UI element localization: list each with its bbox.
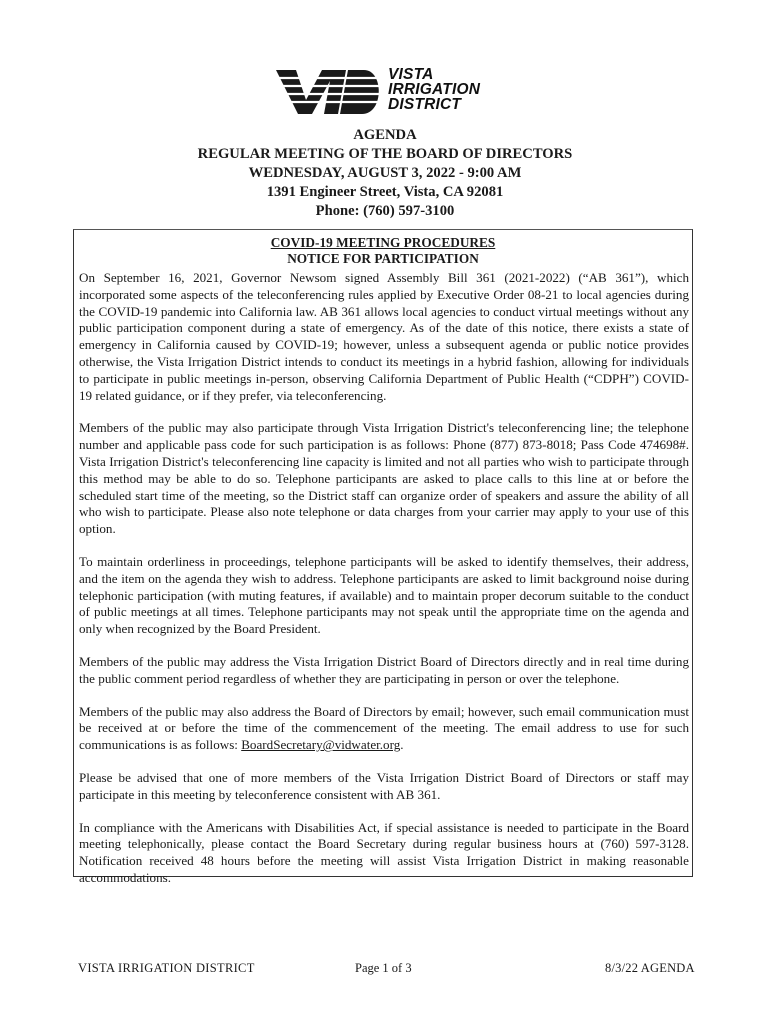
logo-line-district: DISTRICT [388, 95, 462, 113]
notice-paragraph-email [79, 704, 689, 754]
notice-title [74, 235, 692, 267]
board-secretary-email-link[interactable]: BoardSecretary@vidwater.org [241, 737, 401, 753]
notice-paragraph-ab361: On September 16, 2021, Governor Newsom signed Assembly Bill 361 (2021-2022) (“AB 361”), which incorporated some aspects of the teleconferencing rules applied by Executive Order 08-21 to local agencies during the COVID-19 pandemic into California law. AB 361 allows local agencies to conduct virtual meetings without any public participation component during a state of emergency. As of the date of this notice, there exists a state of emergency in California caused by COVID-19; however, unless a subsequent agenda or public notice provides otherwise, the Vista Irrigation District intends to conduct its meetings in a hybrid fashion, allowing for individuals to participate in public meetings in-person, observing California Department of Public Health (“CDPH”) COVID-19 related guidance, or if they prefer, via teleconferencing. [79, 270, 689, 403]
meeting-address: 1391 Engineer Street, Vista, CA 92081 [266, 184, 504, 200]
agenda-title: AGENDA [353, 127, 417, 143]
vid-logo-graphic [272, 60, 384, 118]
meeting-phone: Phone: (760) 597-3100 [315, 203, 455, 219]
notice-title-line1: COVID-19 MEETING PROCEDURES [270, 235, 496, 250]
footer-organization: VISTA IRRIGATION DISTRICT [78, 961, 255, 975]
logo-line-vista: VISTA [388, 65, 434, 83]
notice-paragraph-teleconference-directors: Please be advised that one of more members of the Vista Irrigation District Board of Directors or staff may participate in this meeting by teleconference consistent with AB 361. [79, 769, 689, 802]
covid-notice-box [73, 229, 693, 885]
agenda-header [0, 126, 770, 221]
meeting-title: REGULAR MEETING OF THE BOARD OF DIRECTORS [197, 146, 573, 162]
footer-page-number: Page 1 of 3 [355, 961, 412, 975]
meeting-datetime: WEDNESDAY, AUGUST 3, 2022 - 9:00 AM [248, 165, 522, 181]
notice-title-line2: NOTICE FOR PARTICIPATION [287, 251, 479, 266]
footer-agenda-date: 8/3/22 AGENDA [605, 961, 695, 975]
vid-logo-wordmark [388, 67, 480, 112]
vid-logo-mark [272, 60, 384, 118]
notice-paragraph-public-comment: Members of the public may address the Vista Irrigation District Board of Directors directly and in real time during the public comment period regardless of whether they are participating in person or over the telephone. [79, 653, 689, 686]
notice-body [79, 270, 689, 903]
notice-paragraph-teleconference: Members of the public may also participate through Vista Irrigation District's teleconferencing line; the telephone number and applicable pass code for such participation is as follows: Phone (877) 873-8018; Pass Code 474698#. Vista Irrigation District's teleconferencing line capacity is limited and not all parties who wish to participate through this method may be able to do so. Telephone participants are asked to place calls to this line at or before the scheduled start time of the meeting, so the District staff can organize order of speakers and assure the ability of all who wish to participate. Please also note telephone or data charges from your carrier may apply to your use of this option. [79, 420, 689, 537]
notice-paragraph-orderliness: To maintain orderliness in proceedings, telephone participants will be asked to identify themselves, their address, and the item on the agenda they wish to address. Telephone participants are asked to limit background noise during telephonic participation (with muting features, if available) and to maintain proper decorum suitable to the conduct of public meetings at all times. Telephone participants may not speak until the appropriate time on the agenda and only when recognized by the Board President. [79, 553, 689, 637]
notice-paragraph-ada: In compliance with the Americans with Disabilities Act, if special assistance is needed to participate in the Board meeting telephonically, please contact the Board Secretary during regular business hours at (760) 597-3128. Notification received 48 hours before the meeting will assist Vista Irrigation District in making reasonable accommodations. [79, 819, 689, 885]
email-paragraph-text: Members of the public may also address the Board of Directors by email; however, such email communication must be received at or before the time of the commencement of the meeting. The email address to use for such communications is as follows: [79, 703, 689, 753]
vid-logo [272, 58, 502, 120]
email-paragraph-end: . [400, 737, 404, 753]
logo-line-irrigation: IRRIGATION [388, 80, 481, 98]
